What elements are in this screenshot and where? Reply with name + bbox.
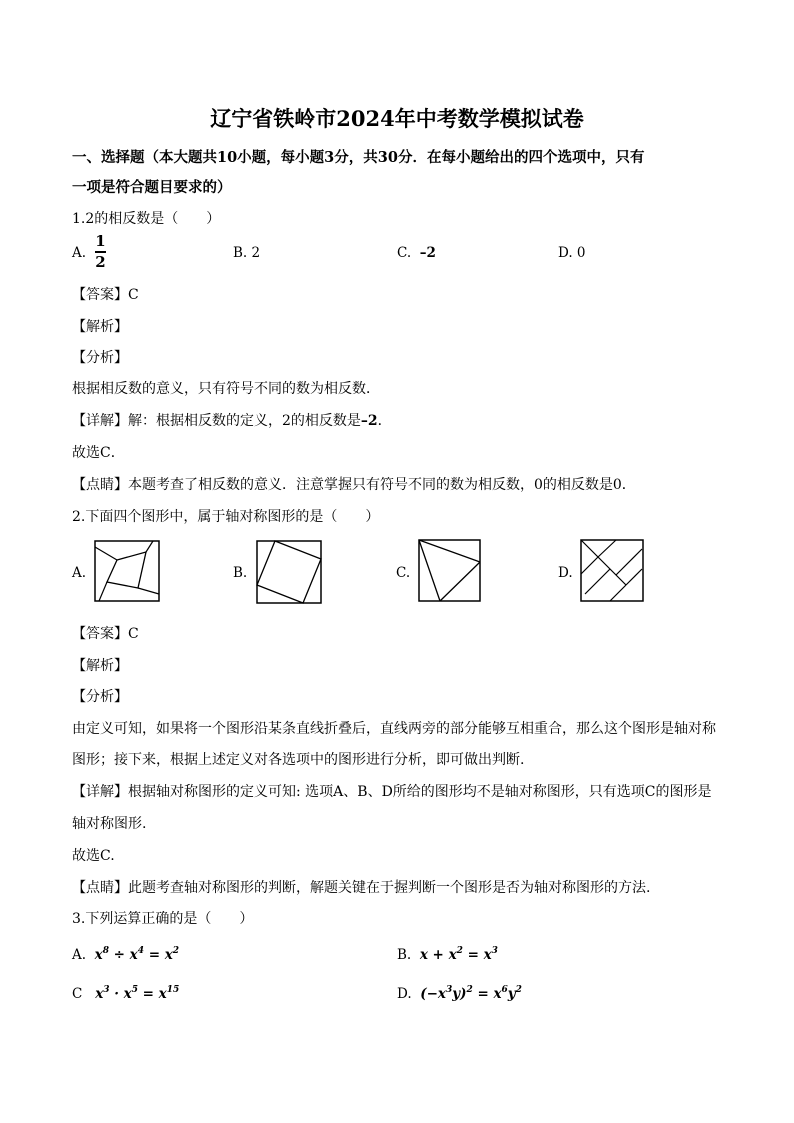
q2-fenxi-line2: 图形；接下来，根据上述定义对各选项中的图形进行分析，即可做出判断. (72, 752, 525, 768)
q3-option-d: D. $(-x^3y)^2 = x^6y^2$ (397, 985, 522, 1002)
q1-stem: 1.2的相反数是（ ） (72, 211, 221, 227)
q1-option-b: B. 2 (233, 245, 261, 261)
q3-option-c-formula: $x^3 \cdot x^5 = x^{15}$ (95, 985, 180, 1002)
q1-option-d: D. 0 (558, 245, 586, 261)
q3-option-b: B. $x + x^2 = x^3$ (397, 946, 498, 963)
q1-option-a-fraction (95, 234, 106, 270)
q1-fenxi: 根据相反数的意义，只有符号不同的数为相反数． (72, 381, 380, 397)
q2-answer: 【答案】C (72, 626, 139, 642)
q1-option-a-label: A. (72, 245, 87, 261)
q1-detail: 【详解】解：根据相反数的定义，2的相反数是–2． (72, 413, 392, 429)
q1-analysis-tag: 【解析】 (72, 319, 128, 335)
q2-label-c: C. (396, 565, 411, 581)
q1-choose: 故选C． (72, 445, 125, 461)
q3-option-a-formula: $x^8 \div x^4 = x^2$ (94, 946, 180, 963)
q2-analysis-tag: 【解析】 (72, 658, 128, 674)
section-heading-line2: 一项是符合题目要求的） (72, 179, 232, 196)
q3-option-d-formula: $(-x^3y)^2 = x^6y^2$ (420, 985, 522, 1002)
q2-fenxi-tag: 【分析】 (72, 689, 128, 705)
q2-detail-line2: 轴对称图形. (72, 816, 147, 832)
q2-comment: 【点睛】此题考查轴对称图形的判断，解题关键在于握判断一个图形是否为轴对称图形的方法. (72, 880, 651, 896)
q2-figure-a (94, 540, 160, 602)
q2-figure-d (580, 539, 644, 602)
q3-option-c: C $x^3 \cdot x^5 = x^{15}$ (72, 985, 180, 1002)
q3-option-a: A. $x^8 \div x^4 = x^2$ (72, 946, 180, 963)
q1-option-a-denominator: 2 (95, 252, 106, 271)
q2-label-b: B. (233, 565, 248, 581)
q1-option-a-numerator: 1 (95, 232, 106, 250)
q1-comment: 【点睛】本题考查了相反数的意义．注意掌握只有符号不同的数为相反数，0的相反数是0． (72, 477, 636, 493)
q2-fenxi-line1: 由定义可知，如果将一个图形沿某条直线折叠后，直线两旁的部分能够互相重合，那么这个图形是轴对称 (72, 721, 716, 737)
q2-figure-b (256, 540, 322, 604)
q1-option-c: C. –2 (397, 245, 436, 261)
q3-option-b-formula: $x + x^2 = x^3$ (419, 946, 498, 963)
q3-stem: 3.下列运算正确的是（ ） (72, 911, 254, 927)
q1-answer: 【答案】C (72, 287, 139, 303)
section-heading-line1: 一、选择题（本大题共10小题，每小题3分，共30分．在每小题给出的四个选项中，只有 (72, 149, 645, 166)
q2-choose: 故选C. (72, 848, 115, 864)
page-title: 辽宁省铁岭市2024年中考数学模拟试卷 (210, 106, 584, 131)
q2-label-a: A. (72, 565, 87, 581)
q2-stem: 2.下面四个图形中，属于轴对称图形的是（ ） (72, 509, 380, 525)
q2-label-d: D. (558, 565, 573, 581)
q2-detail-line1: 【详解】根据轴对称图形的定义可知: 选项A、B、D所给的图形均不是轴对称图形，只有选项C的图形是 (72, 784, 712, 800)
q1-fenxi-tag: 【分析】 (72, 350, 128, 366)
q2-figure-c (418, 539, 481, 602)
